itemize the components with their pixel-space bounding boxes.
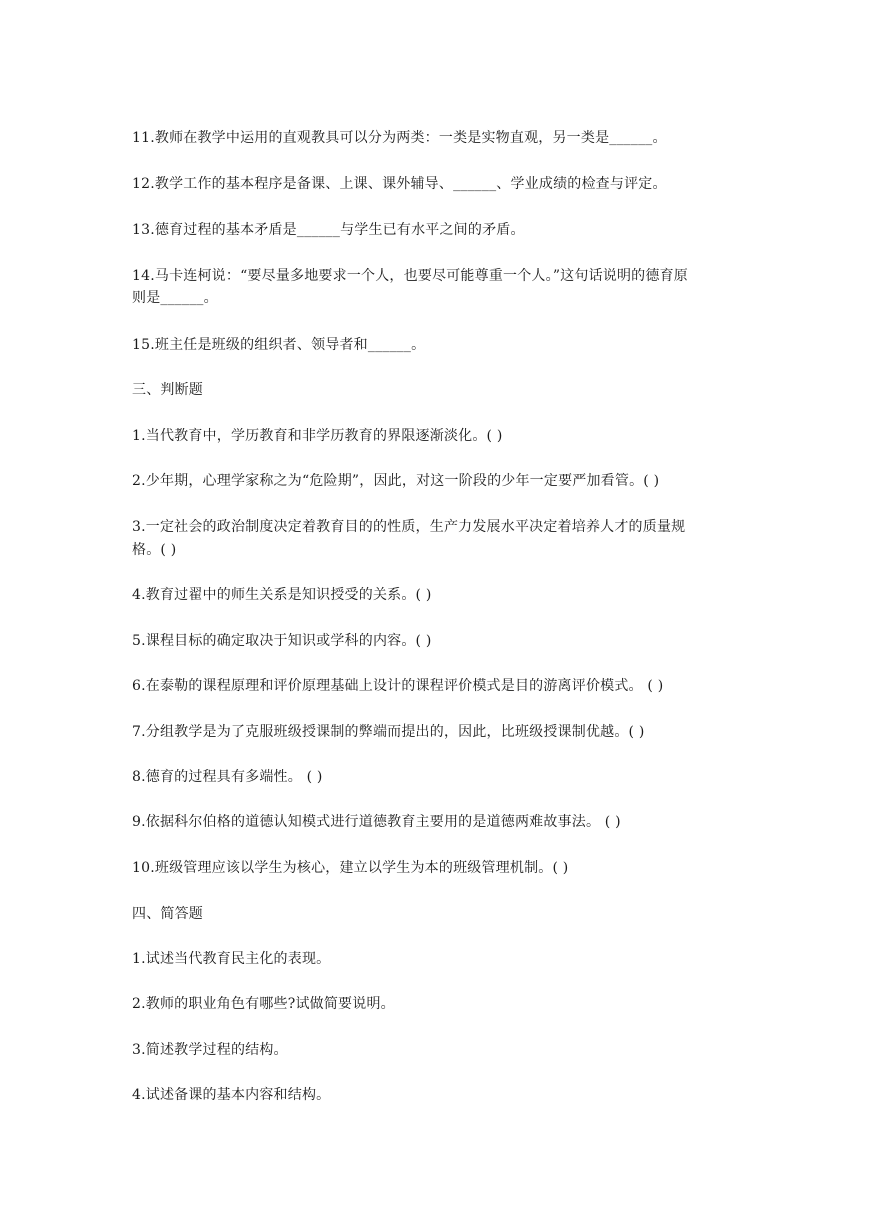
true-false-question-4: 4.教育过翟中的师生关系是知识授受的关系。( ) [132, 587, 432, 603]
true-false-question-1: 1.当代教育中，学历教育和非学历教育的界限逐渐淡化。( ) [132, 428, 503, 444]
short-answer-question-2: 2.教师的职业角色有哪些?试做简要说明。 [132, 996, 395, 1012]
section-heading-short-answer: 四、简答题 [132, 906, 203, 922]
short-answer-question-1: 1.试述当代教育民主化的表现。 [132, 951, 331, 967]
section-heading-true-false: 三、判断题 [132, 382, 203, 398]
true-false-question-3-line-1: 3.一定社会的政治制度决定着教育目的的性质，生产力发展水平决定着培养人才的质量规 [132, 519, 686, 535]
fill-blank-question-12: 12.教学工作的基本程序是备课、上课、课外辅导、______、学业成绩的检查与评定。 [132, 176, 667, 192]
true-false-question-2: 2.少年期，心理学家称之为“危险期”，因此，对这一阶段的少年一定要严加看管。( ) [132, 473, 660, 489]
fill-blank-question-15: 15.班主任是班级的组织者、领导者和______。 [132, 337, 426, 353]
short-answer-question-4: 4.试述备课的基本内容和结构。 [132, 1087, 331, 1103]
true-false-question-8: 8.德育的过程具有多端性。 ( ) [132, 769, 323, 785]
short-answer-question-3: 3.简述教学过程的结构。 [132, 1042, 288, 1058]
true-false-question-9: 9.依据科尔伯格的道德认知模式进行道德教育主要用的是道德两难故事法。 ( ) [132, 814, 621, 830]
true-false-question-3-line-2: 格。( ) [132, 542, 177, 558]
fill-blank-question-11: 11.教师在教学中运用的直观教具可以分为两类：一类是实物直观，另一类是______。 [132, 130, 667, 146]
true-false-question-6: 6.在泰勒的课程原理和评价原理基础上设计的课程评价模式是目的游离评价模式。 ( ) [132, 678, 664, 694]
fill-blank-question-13: 13.德育过程的基本矛盾是______与学生已有水平之间的矛盾。 [132, 222, 525, 238]
fill-blank-question-14-line-2: 则是______。 [132, 290, 218, 306]
fill-blank-question-14-line-1: 14.马卡连柯说：“要尽量多地要求一个人，也要尽可能尊重一个人。”这句话说明的德育原 [132, 268, 688, 284]
true-false-question-5: 5.课程目标的确定取决于知识或学科的内容。( ) [132, 633, 432, 649]
true-false-question-7: 7.分组教学是为了克服班级授课制的弊端而提出的，因此，比班级授课制优越。( ) [132, 724, 645, 740]
true-false-question-10: 10.班级管理应该以学生为核心，建立以学生为本的班级管理机制。( ) [132, 860, 569, 876]
